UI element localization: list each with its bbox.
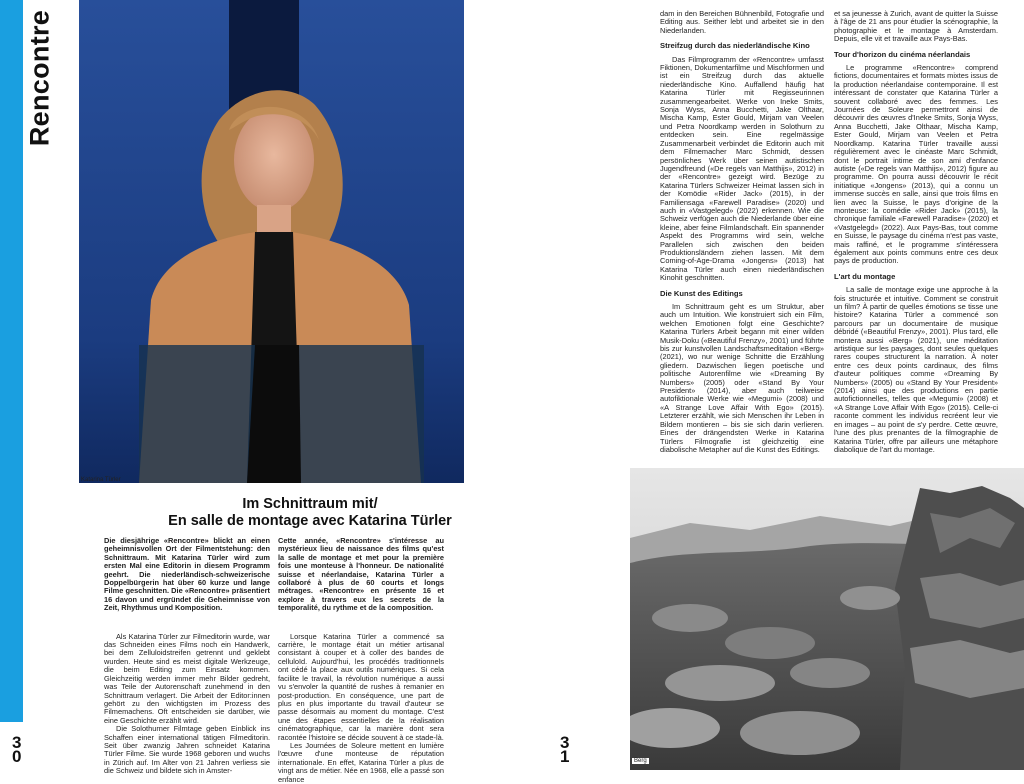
section-title — [24, 8, 56, 148]
subhead-fr-2: L'art du montage — [834, 271, 896, 281]
portrait-photo — [79, 0, 464, 483]
body-fr-cont: et sa jeunesse à Zurich, avant de quitter la Suisse à l'âge de 21 ans pour étudier la scénographie, la photographie et le montage à Amsterdam. Depuis, elle vit et travaille aux Pays-Bas. — [834, 9, 998, 44]
body-de-2: Die Solothurner Filmtage geben Einblick ins Schaffen einer international tätigen Filmeditorin. Seit über zwanzig Jahren schneidet Katarina Türler Filme. Sie wurde 1968 geboren und wuchs in Zürich auf. Im Alter von 21 Jahren verliess sie die Schweiz und bildete sich in Amster- — [104, 724, 270, 776]
subhead-fr-1: Tour d'horizon du cinéma néerlandais — [834, 49, 971, 59]
portrait-illustration — [79, 0, 464, 483]
lead-de: Die diesjährige «Rencontre» blickt an einen geheimnisvollen Ort der Filmentstehung: den Schnittraum. Mit Katarina Türler wird zum ersten Mal eine Editorin in diesem Programm geehrt. Die niederländisch-schweizerische Doppelbürgerin hat über 60 kurze und lange Filme geschnitten. Die «Rencontre» präsentiert 16 davon und ergründet die Geheimnisse von Zeit, Rhythmus und Komposition. — [104, 536, 270, 613]
subhead-de-2: Die Kunst des Editings — [660, 288, 743, 298]
section-title-text: Rencontre — [24, 9, 55, 147]
section-stripe — [0, 0, 23, 722]
headline-line-2: En salle de montage avec Katarina Türler — [168, 513, 452, 529]
headline-line-1: Im Schnittraum mit/ — [242, 496, 378, 512]
portrait-credit: Katarina Türler — [81, 477, 121, 483]
body-fr-1: Lorsque Katarina Türler a commencé sa carrière, le montage était un métier artisanal consistant à couper et à coller des bandes de celluloïd. Aujourd'hui, les procédés traditionnels ont cédé la place aux outils numériques. Si cela facilite le travail, la révolution numérique a aussi vu s'envoler la quantité de rushes à remanier en post-production. En conséquence, une part de plus en plus importante du travail d'auteur se passe désormais au moment du montage. C'est une des étapes essentielles de la réalisation cinématographique, car la manière dont sera racontée l'histoire se décide souvent à ce stade-là. — [278, 631, 444, 742]
body-de-4: Im Schnittraum geht es um Struktur, aber auch um Intuition. Wie konstruiert sich ein Film, welchen Emotionen folgt eine Geschichte? Katarina Türlers Arbeit begann mit einer wilden Musik-Doku («Beautiful Frenzy», 2001) und führte bis zur kunstvollen Landschaftsmeditation «Berg» (2021), wo nur wenige Schnitte die Erzählung gliedern. Dazwischen liegen poetische und politische Autorenfilme wie «Dreaming By Numbers» (2005) oder «Stand By Your President» (2014), aber auch teilweise autofiktionale Werke wie «Megumi» (2008) und «A Strange Love Affair With Ego» (2015). Letzterer erzählt, wie sich Menschen ihr Leben in Bildern montieren – bis sie sich darin verlieren. Eines der drängendsten Werke in Katarina Türlers Filmografie ist gleichzeitig eine diabolische Metapher auf die Kunst des Editings. — [660, 302, 824, 454]
body-fr-3: Le programme «Rencontre» comprend fictions, documentaires et formats mixtes issus de la production néerlandaise contemporaine. Il est intéressant de constater que Katarina Türler a souvent collaboré avec des femmes. Les Journées de Soleure permettront ainsi de découvrir des œuvres d'Ineke Smits, Sonja Wyss, Anna Bucchetti, Jake Olthaar, Mischa Kamp, Ester Gould, Mirjam van Veelen et Petra Noordkamp. Katarina Türler travaille aussi régulièrement avec le cinéaste Marc Schmidt, dont le portrait intime de son ami d'enfance autiste («De regels van Matthijs», 2012) figure au programme. On pourra aussi découvrir le récit initiatique «Jongens» (2013), qui a connu un immense succès en salle, ainsi que trois films en lien avec la Suisse, le pays d'origine de la monteuse: la comédie «Rider Jack» (2015), la chronique familiale «Farewell Paradise» (2020) et «Vastgelegd» (2022). Aux Pays-Bas, tout comme en Suisse, le paysage du cinéma n'est pas vaste, mais raffiné, et le programme s'intéressera également aux points communs entre ces deux pays de production. — [834, 63, 998, 266]
body-fr-2: Les Journées de Soleure mettent en lumière l'œuvre d'une monteuse de réputation internationale. En effet, Katarina Türler a plus de vingt ans de métier. Née en 1968, elle a passé son enfance — [278, 740, 444, 784]
lead-fr: Cette année, «Rencontre» s'intéresse au mystérieux lieu de naissance des films qu'est la salle de montage et met pour la première fois une monteuse à l'honneur. De nationalité suisse et néerlandaise, Katarina Türler a collaboré à plus de 60 courts et longs métrages. «Rencontre» en présente 16 et explore à travers eux les secrets de la temporalité, du rythme et de la composition. — [278, 536, 444, 613]
column-fr-left — [278, 537, 444, 784]
column-de-right — [660, 10, 824, 454]
landscape-illustration — [630, 468, 1024, 770]
body-fr-4: La salle de montage exige une approche à la fois structurée et intuitive. Comment se construit un film? À partir de quelles émotions se tisse une histoire? Katarina Türler a commencé son parcours par un documentaire de musique débridé («Beautiful Frenzy», 2001). Plus tard, elle montera aussi «Berg» (2021), une méditation artistique sur les paysages, dont seules quelques rares coupes structurent la narration. À noter entre ces deux points cardinaux, des films d'auteur politiques comme «Dreaming By Numbers» (2005) ou «Stand By Your President» (2014) ainsi que des productions en partie autofictionnelles, telles que «Megumi» (2008) et «A Strange Love Affair With Ego» (2015). Celle-ci raconte comment les individus recréent leur vie en images – au point de s'y perdre. Cette œuvre, l'une des plus prenantes de la filmographie de Katarina Türler, offre par ailleurs une métaphore diabolique de l'art du montage. — [834, 285, 998, 454]
column-de-left — [104, 537, 270, 776]
column-fr-right — [834, 10, 998, 454]
article-headline — [100, 496, 520, 530]
page-number-right: 3 1 — [560, 733, 570, 766]
body-de-3: Das Filmprogramm der «Rencontre» umfasst Fiktionen, Dokumentarfilme und Mischformen und ist ein Streifzug durch das aktuelle niederländische Kino. Auffallend häufig hat Katarina Türler mit Regisseurinnen zusammengearbeitet. Werke von Ineke Smits, Sonja Wyss, Anna Bucchetti, Jake Olthaar, Mischa Kamp, Ester Gould, Mirjam van Veelen und Petra Noordkamp werden in Solothurn zu entdecken sein. Eine regelmässige Zusammenarbeit verbindet die Editorin auch mit dem Filmemacher Marc Schmidt, dessen persönliches Werk über seinen autistischen Jugendfreund («De regels van Matthijs», 2012) in der «Rencontre» gezeigt wird. Bezüge zu Katarina Türlers Schweizer Heimat lassen sich in der Komödie «Rider Jack» (2015), in der Familiensaga «Farewell Paradise» (2020) und auch in «Vastgelegd» (2022) erkennen. Wie die Schweiz verfügen auch die Niederlande über eine kleine, aber feine Filmlandschaft. Ein spannender Aspekt des Programms wird sein, welche Parallelen sich zwischen den beiden Produktionsländern ziehen lassen. Mit dem Coming-of-Age-Drama «Jongens» (2013) hat Katarina Türler auch einen niederländischen Kinohit geschnitten. — [660, 54, 824, 283]
landscape-photo — [630, 468, 1024, 770]
body-de-1: Als Katarina Türler zur Filmeditorin wurde, war das Schneiden eines Films noch ein Handwerk, bei dem Zelluloidstreifen getrennt und geklebt wurden. Heute sind es meist digitale Werkzeuge, die beim Editing zum Einsatz kommen. Gleichzeitig werden immer mehr Bilder gedreht, was Teile der Autorenschaft zunehmend in den Schnittraum verlagert. Die Arbeit der Editor:innen gehört zu den wichtigsten im Prozess des Filmemachens. Oft entscheiden sie darüber, wie eine Geschichte erzählt wird. — [104, 631, 270, 725]
body-de-cont: dam in den Bereichen Bühnenbild, Fotografie und Editing aus. Seither lebt und arbeitet sie in den Niederlanden. — [660, 9, 824, 35]
subhead-de-1: Streifzug durch das niederländische Kino — [660, 41, 810, 51]
page-number-left: 3 0 — [12, 733, 22, 766]
landscape-credit: Berg — [634, 758, 647, 764]
